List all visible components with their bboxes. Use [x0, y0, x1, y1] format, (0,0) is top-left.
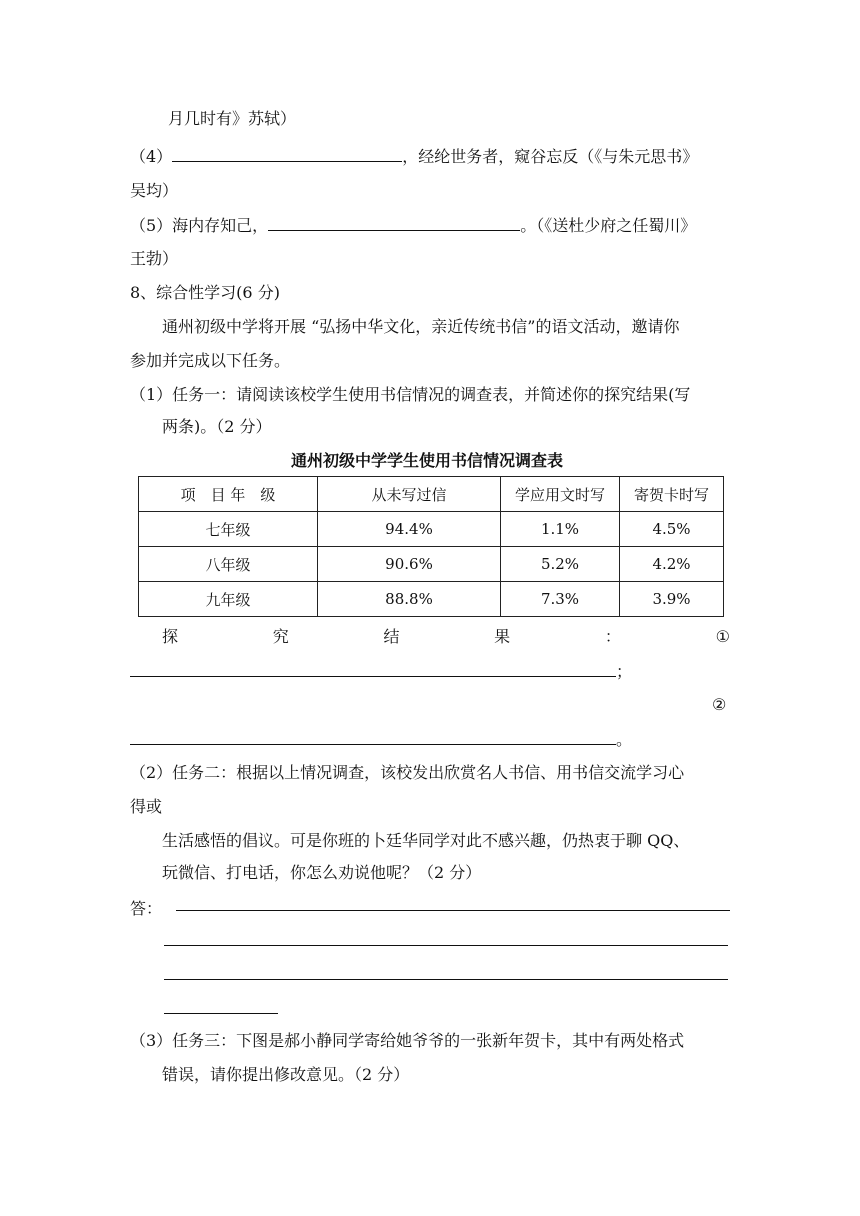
table-header-row	[139, 477, 724, 512]
table-cell: 4.5%	[620, 512, 724, 547]
header-cell: 寄贺卡时写	[620, 477, 724, 512]
task1-line-1: （1）任务一：请阅读该校学生使用书信情况的调查表，并简述你的探究结果(写	[130, 385, 691, 404]
line-item-4: （4） ，经纶世务者，窥谷忘反（《与朱元思书》	[130, 147, 699, 166]
answer-line-1[interactable]	[176, 894, 730, 911]
task2-line-1: （2）任务二：根据以上情况调查，该校发出欣赏名人书信、用书信交流学习心	[130, 763, 685, 782]
intro-line-1: 通州初级中学将开展 “弘扬中华文化，亲近传统书信”的语文活动，邀请你	[162, 317, 680, 336]
table-cell: 九年级	[139, 582, 318, 617]
table-cell: 90.6%	[318, 547, 501, 582]
answer-line-3[interactable]	[164, 963, 728, 980]
task2-line-4: 玩微信、打电话，你怎么劝说他呢？（2 分）	[162, 863, 482, 882]
answer-line-4[interactable]	[164, 997, 278, 1014]
table-cell: 94.4%	[318, 512, 501, 547]
header-cell: 从未写过信	[318, 477, 501, 512]
table-title: 通州初级中学学生使用书信情况调查表	[290, 451, 563, 470]
result-blank-2[interactable]	[130, 728, 616, 745]
task3-line-1: （3）任务三：下图是郝小静同学寄给她爷爷的一张新年贺卡，其中有两处格式	[130, 1031, 685, 1050]
fill-blank-4[interactable]	[172, 145, 402, 162]
result-answer-line-2: 。	[130, 728, 632, 751]
table-cell: 八年级	[139, 547, 318, 582]
line-ending-su-shi: 月几时有》苏轼）	[168, 109, 297, 128]
table-cell: 七年级	[139, 512, 318, 547]
answer-label: 答：	[130, 899, 163, 918]
task2-line-2: 得或	[130, 797, 163, 816]
line-author-wang-bo: 王勃）	[130, 249, 179, 268]
task2-line-3: 生活感悟的倡议。可是你班的卜廷华同学对此不感兴趣，仍热衷于聊 QQ、	[162, 831, 690, 850]
table-cell: 88.8%	[318, 582, 501, 617]
survey-table	[138, 476, 724, 617]
result-label-line: 探 究 结 果 ： ①	[162, 627, 730, 646]
result-blank-1[interactable]	[130, 660, 616, 677]
result-answer-line-1: ；	[130, 660, 632, 683]
table-cell: 5.2%	[501, 547, 620, 582]
table-row	[139, 512, 724, 547]
circled-1: ①	[715, 627, 730, 646]
answer-line-2[interactable]	[164, 929, 728, 946]
circled-2: ②	[712, 695, 727, 714]
table-cell: 1.1%	[501, 512, 620, 547]
fill-blank-5[interactable]	[268, 214, 520, 231]
task3-line-2: 错误，请你提出修改意见。（2 分）	[162, 1065, 410, 1084]
header-cell: 学应用文时写	[501, 477, 620, 512]
table-cell: 4.2%	[620, 547, 724, 582]
question-8-heading: 8、综合性学习(6 分)	[130, 283, 280, 302]
task1-line-2: 两条)。（2 分）	[162, 417, 272, 436]
line-author-wu-jun: 吴均）	[130, 181, 179, 200]
table-cell: 3.9%	[620, 582, 724, 617]
header-cell: 项 目 年 级	[139, 477, 318, 512]
intro-line-2: 参加并完成以下任务。	[130, 351, 291, 370]
table-row	[139, 582, 724, 617]
line-item-5: （5）海内存知己， 。（《送杜少府之任蜀川》	[130, 216, 697, 235]
table-row	[139, 547, 724, 582]
table-cell: 7.3%	[501, 582, 620, 617]
